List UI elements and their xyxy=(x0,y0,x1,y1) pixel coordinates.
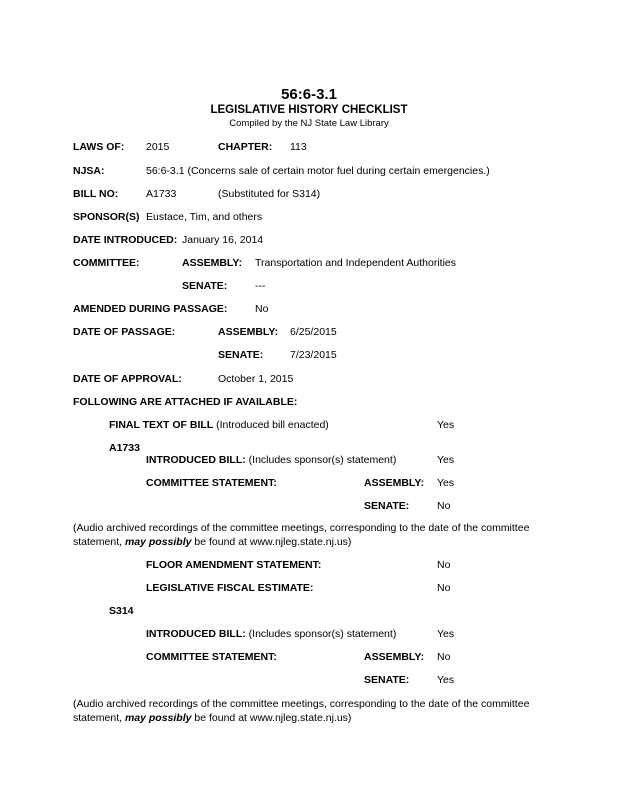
audio-note-1: (Audio archived recordings of the committee meetings, corresponding to the date of the committee statement, may possibly be found at www.njleg.state.nj.us) xyxy=(73,522,530,548)
s314-introduced-value: Yes xyxy=(437,628,455,640)
a1733-committee-label: COMMITTEE STATEMENT: xyxy=(146,477,277,489)
s314-introduced-label: INTRODUCED BILL: xyxy=(146,628,246,640)
s314-introduced-note: (Includes sponsor(s) statement) xyxy=(248,628,397,640)
bill-no-label: BILL NO: xyxy=(73,188,119,200)
final-text-note: (Introduced bill enacted) xyxy=(216,419,329,431)
final-text-row xyxy=(109,419,329,432)
s314-introduced-row xyxy=(146,628,396,641)
passage-assembly-value: 6/25/2015 xyxy=(290,326,337,338)
laws-of-value: 2015 xyxy=(146,141,170,153)
s314-senate-value: Yes xyxy=(437,674,455,686)
passage-senate-label: SENATE: xyxy=(218,349,264,361)
attached-heading: FOLLOWING ARE ATTACHED IF AVAILABLE: xyxy=(73,396,298,408)
sponsors-label: SPONSOR(S) xyxy=(73,211,140,223)
a1733-floor-label: FLOOR AMENDMENT STATEMENT: xyxy=(146,559,322,571)
passage-assembly-label: ASSEMBLY: xyxy=(218,326,279,338)
a1733-assembly-label: ASSEMBLY: xyxy=(364,477,425,489)
page-subtitle: Compiled by the NJ State Law Library xyxy=(229,118,389,129)
committee-senate-value: --- xyxy=(255,280,266,292)
section-number: 56:6-3.1 xyxy=(281,86,337,103)
sponsors-value: Eustace, Tim, and others xyxy=(146,211,263,223)
amended-value: No xyxy=(255,303,269,315)
committee-assembly-value: Transportation and Independent Authorities xyxy=(255,257,457,269)
s314-assembly-value: No xyxy=(437,651,451,663)
a1733-introduced-note: (Includes sponsor(s) statement) xyxy=(248,454,397,466)
s314-assembly-label: ASSEMBLY: xyxy=(364,651,425,663)
audio-note-2: (Audio archived recordings of the committee meetings, corresponding to the date of the committee statement, may possibly be found at www.njleg.state.nj.us) xyxy=(73,698,530,724)
a1733-introduced-label: INTRODUCED BILL: xyxy=(146,454,246,466)
laws-of-label: LAWS OF: xyxy=(73,141,125,153)
a1733-senate-value: No xyxy=(437,500,451,512)
a1733-introduced-row xyxy=(146,454,396,467)
date-of-passage-label: DATE OF PASSAGE: xyxy=(73,326,176,338)
bill-no-value: A1733 xyxy=(146,188,177,200)
s314-label: S314 xyxy=(109,605,134,617)
page-title: LEGISLATIVE HISTORY CHECKLIST xyxy=(210,104,408,116)
final-text-label: FINAL TEXT OF BILL xyxy=(109,419,214,431)
date-introduced-label: DATE INTRODUCED: xyxy=(73,234,178,246)
committee-senate-label: SENATE: xyxy=(182,280,228,292)
committee-label: COMMITTEE: xyxy=(73,257,140,269)
a1733-introduced-value: Yes xyxy=(437,454,455,466)
njsa-value: 56:6-3.1 (Concerns sale of certain motor fuel during certain emergencies.) xyxy=(146,165,490,177)
a1733-floor-value: No xyxy=(437,559,451,571)
passage-senate-value: 7/23/2015 xyxy=(290,349,337,361)
s314-senate-label: SENATE: xyxy=(364,674,410,686)
a1733-senate-label: SENATE: xyxy=(364,500,410,512)
chapter-value: 113 xyxy=(290,141,307,153)
chapter-label: CHAPTER: xyxy=(218,141,273,153)
a1733-fiscal-value: No xyxy=(437,582,451,594)
s314-committee-label: COMMITTEE STATEMENT: xyxy=(146,651,277,663)
final-text-value: Yes xyxy=(437,419,455,431)
date-of-approval-value: October 1, 2015 xyxy=(218,373,294,385)
a1733-label: A1733 xyxy=(109,442,140,454)
date-of-approval-label: DATE OF APPROVAL: xyxy=(73,373,182,385)
a1733-assembly-value: Yes xyxy=(437,477,455,489)
a1733-fiscal-label: LEGISLATIVE FISCAL ESTIMATE: xyxy=(146,582,314,594)
committee-assembly-label: ASSEMBLY: xyxy=(182,257,243,269)
date-introduced-value: January 16, 2014 xyxy=(182,234,264,246)
amended-label: AMENDED DURING PASSAGE: xyxy=(73,303,228,315)
njsa-label: NJSA: xyxy=(73,165,105,177)
bill-substituted-note: (Substituted for S314) xyxy=(218,188,321,200)
